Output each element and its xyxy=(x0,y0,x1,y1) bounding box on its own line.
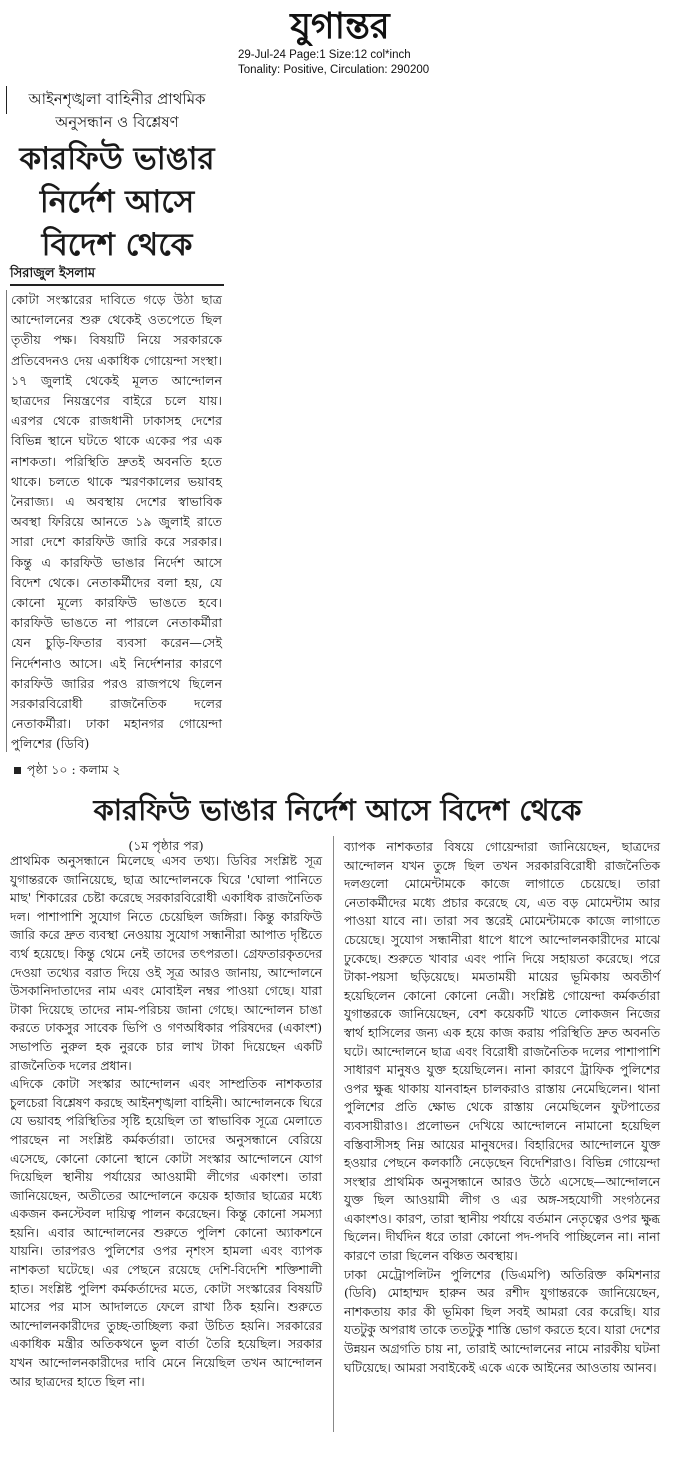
byline-rule xyxy=(10,284,224,286)
article-kicker: আইনশৃঙ্খলা বাহিনীর প্রাথমিক অনুসন্ধান ও বিশ্লেষণ xyxy=(28,90,206,131)
clipping-meta-tonality: Tonality: Positive, Circulation: 290200 xyxy=(238,64,430,76)
article-headline: কারফিউ ভাঙার নির্দেশ আসে বিদেশ থেকে xyxy=(19,141,215,263)
continued-on-text: পৃষ্ঠা ১০ : কলাম ২ xyxy=(27,762,121,777)
byline: সিরাজুল ইসলাম xyxy=(10,266,96,281)
masthead xyxy=(0,0,675,82)
newspaper-logo xyxy=(250,2,430,46)
paragraph: ব্যাপক নাশকতার বিষয়ে গোয়েন্দারা জানিয়েছেন, ছাত্রদের আন্দোলন যখন তুঙ্গে ছিল তখন সরকারবিরোধী রাজনৈতিক দলগুলো মোমেন্টামকে কাজে লাগাতে চেয়েছে। তারা নেতাকর্মীদের মধ্যে প্রচার করেছে যে, এত বড় মোমেন্টাম আর পাওয়া যাবে না। তারা সব স্তরেই মোমেন্টামকে কাজে লাগাতে চেয়েছে। সুযোগ সন্ধানীরা ধাপে ধাপে আন্দোলনকারীদের মাঝে ঢুকেছে। শুরুতে খাবার এবং পানি দিয়ে সহায়তা করেছে। পরে টাকা-পয়সা ছড়িয়েছে। মমতাময়ী মায়ের ভূমিকায় অবতীর্ণ হয়েছিলেন কোনো কোনো নেত্রী। সংশ্লিষ্ট গোয়েন্দা কর্মকর্তারা যুগান্তরকে জানিয়েছেন, বেশ কয়েকটি খাতে লোকজন নিজের স্বার্থ হাসিলের জন্য এক হয়ে কাজ করায় পরিস্থিতি দ্রুত অবনতি ঘটে। আন্দোলনে ছাত্র এবং বিরোধী রাজনৈতিক দলের পাশাপাশি সাধারণ মানুষও যুক্ত হয়েছিলেন। নানা কারণে ট্রাফিক পুলিশের ওপর ক্ষুব্ধ থাকায় যানবাহন চালকরাও রাস্তায় নেমেছিলেন। থানা পুলিশের প্রতি ক্ষোভ থেকে রাস্তায় নেমেছিলেন ফুটপাতের ব্যবসায়ীরাও। প্রলোভন দেখিয়ে আন্দোলনে নামানো হয়েছিল বস্তিবাসীসহ নিম্ন আয়ের মানুষদের। বিহারিদের আন্দোলনে যুক্ত হওয়ার পেছনে কলকাঠি নেড়েছেন বিদেশিরাও। বিভিন্ন গোয়েন্দা সংস্থার প্রাথমিক অনুসন্ধানে আরও উঠে এসেছে—আন্দোলনে যুক্ত ছিল আওয়ামী লীগ ও এর অঙ্গ-সহযোগী সংগঠনের একাংশও। কারণ, তারা স্থানীয় পর্যায়ে বর্তমান নেতৃত্বের ওপর ক্ষুব্ধ ছিলেন। দীর্ঘদিন ধরে তারা কোনো পদ-পদবি পাচ্ছিলেন না। নানা কারণে তারা ছিলেন বঞ্চিত অবস্থায়। xyxy=(344,840,660,1264)
column-divider xyxy=(333,836,334,1432)
svg-text:যুগান্তর: যুগান্তর xyxy=(290,6,390,46)
paragraph: এদিকে কোটা সংস্কার আন্দোলন এবং সাম্প্রতিক নাশকতার চুলচেরা বিশ্লেষণ করছে আইনশৃঙ্খলা বাহিনী। আন্দোলনকে ঘিরে যে ভয়াবহ পরিস্থিতির সৃষ্টি হয়েছিল তা স্বাভাবিক সূত্রে মেলাতে পারছেন না সংশ্লিষ্ট কর্মকর্তারা। তাদের অনুসন্ধানে বেরিয়ে এসেছে, কোনো কোনো স্থানে কোটা সংস্কার আন্দোলনে যোগ দিয়েছিল স্থানীয় পর্যায়ের আওয়ামী লীগের একাংশ। তারা জানিয়েছেন, অতীতের আন্দোলনে কয়েক হাজার ছাত্রের মধ্যে একজন কনস্টেবল দায়িত্ব পালন করেছেন। কিন্তু কোনো সমস্যা হয়নি। এবার আন্দোলনের শুরুতে পুলিশ কোনো অ্যাকশনে যায়নি। তারপরও পুলিশের ওপর নৃশংস হামলা এবং ব্যাপক নাশকতা ঘটেছে। এর পেছনে রয়েছে দেশি-বিদেশি শক্তিশালী হাত। সংশ্লিষ্ট পুলিশ কর্মকর্তাদের মতে, কোটা সংস্কারের বিষয়টি মাসের পর মাস আদালতে ফেলে রাখা ঠিক হয়নি। শুরুতে আন্দোলনকারীদের তুচ্ছ-তাচ্ছিল্য করা উচিত হয়নি। সরকারের একাধিক মন্ত্রীর অতিকথনে ভুল বার্তা তৈরি হয়েছিল। সরকার যখন আন্দোলনকারীদের দাবি মেনে নিয়েছিল তখন আন্দোলন আর ছাত্রদের হাতে ছিল না। xyxy=(10,1077,322,1389)
continued-from: (১ম পৃষ্ঠার পর) xyxy=(128,838,204,853)
kicker-rule xyxy=(6,86,7,114)
clipping-meta-date: 29-Jul-24 Page:1 Size:12 col*inch xyxy=(238,49,411,61)
continued-on xyxy=(14,762,120,782)
continuation-headline: কারফিউ ভাঙার নির্দেশ আসে বিদেশ থেকে xyxy=(93,793,582,827)
square-bullet-icon xyxy=(14,767,21,774)
article-body xyxy=(11,290,222,755)
paragraph: ঢাকা মেট্রোপলিটন পুলিশের (ডিএমপি) অতিরিক্ত কমিশনার (ডিবি) মোহাম্মদ হারুন অর রশীদ যুগান্তরকে জানিয়েছেন, নাশকতায় কার কী ভূমিকা ছিল সবই আমরা বের করেছি। যার যতটুকু অপরাধ তাকে ততটুকু শাস্তি ভোগ করতে হবে। যারা দেশের উন্নয়ন অগ্রগতি চায় না, তারাই আন্দোলনের নামে নারকীয় ঘটনা ঘটিয়েছে। আমরা সবাইকেই একে একে আইনের আওতায় আনব। xyxy=(344,1267,660,1375)
continuation-left-column xyxy=(10,852,322,1391)
paragraph: প্রাথমিক অনুসন্ধানে মিলেছে এসব তথ্য। ডিবির সংশ্লিষ্ট সূত্র যুগান্তরকে জানিয়েছে, ছাত্র আন্দোলনকে ঘিরে 'ঘোলা পানিতে মাছ' শিকারের চেষ্টা করেছে সরকারবিরোধী একাধিক রাজনৈতিক দল। পাশাপাশি সুযোগ নিতে চেয়েছিল জঙ্গিরা। কিন্তু কারফিউ জারি করে দ্রুত ব্যবস্থা নেওয়ায় সুযোগ সন্ধানীরা আপাত দৃষ্টিতে ব্যর্থ হয়েছে। কিন্তু থেমে নেই তাদের তৎপরতা। গ্রেফতারকৃতদের দেওয়া তথ্যের বরাত দিয়ে ওই সূত্র আরও জানায়, আন্দোলনে উসকানিদাতাদের নাম এবং মোবাইল নম্বর পাওয়া গেছে। যারা টাকা দিয়েছে তাদের নাম-পরিচয় জানা গেছে। আন্দোলন চাঙা করতে ঢাকসুর সাবেক ভিপি ও গণঅধিকার পরিষদের (একাংশ) সভাপতি নুরুল হক নুরকে চার লাখ টাকা দিয়েছেন একটি রাজনৈতিক দলের প্রধান। xyxy=(10,854,322,1073)
article-paragraph: কোটা সংস্কারের দাবিতে গড়ে উঠা ছাত্র আন্দোলনের শুরু থেকেই ওতপেতে ছিল তৃতীয় পক্ষ। বিষয়টি নিয়ে সরকারকে প্রতিবেদনও দেয় একাধিক গোয়েন্দা সংস্থা। ১৭ জুলাই থেকেই মূলত আন্দোলন ছাত্রদের নিয়ন্ত্রণের বাইরে চলে যায়। এরপর থেকে রাজধানী ঢাকাসহ দেশের বিভিন্ন স্থানে ঘটতে থাকে একের পর এক নাশকতা। পরিস্থিতি দ্রুতই অবনতি হতে থাকে। চলতে থাকে স্মরণকালের ভয়াবহ নৈরাজ্য। এ অবস্থায় দেশের স্বাভাবিক অবস্থা ফিরিয়ে আনতে ১৯ জুলাই রাতে সারা দেশে কারফিউ জারি করে সরকার। কিন্তু এ কারফিউ ভাঙার নির্দেশ আসে বিদেশ থেকে। নেতাকর্মীদের বলা হয়, যে কোনো মূল্যে কারফিউ ভাঙতে হবে। কারফিউ ভাঙতে না পারলে নেতাকর্মীরা যেন চুড়ি-ফিতার ব্যবসা করেন—সেই নির্দেশনাও আসে। এই নির্দেশনার কারণে কারফিউ জারির পরও রাজপথে ছিলেন সরকারবিরোধী রাজনৈতিক দলের নেতাকর্মীরা। ঢাকা মহানগর গোয়েন্দা পুলিশের (ডিবি) xyxy=(11,292,222,752)
column-rule xyxy=(6,290,7,752)
continuation-right-column xyxy=(344,838,660,1377)
